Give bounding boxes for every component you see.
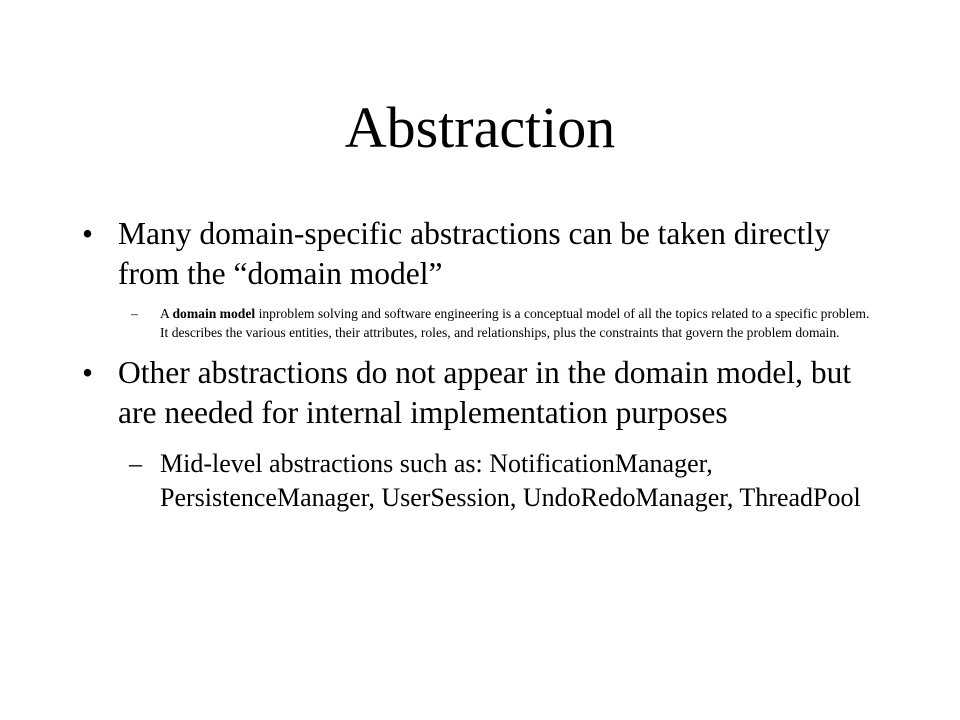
bullet-marker: • [82, 355, 94, 390]
sub-bullet-item [72, 304, 872, 342]
slide-title: Abstraction [344, 95, 616, 160]
sub-bullet-bold-term: domain model [172, 306, 256, 321]
bullet-text: Other abstractions do not appear in the domain model, but are needed for internal implementation purposes [118, 355, 852, 430]
slide-body [72, 214, 872, 515]
sub-bullet-lead: A [160, 306, 173, 321]
sub-bullet-item [72, 447, 872, 515]
bullet-marker: • [82, 216, 94, 251]
sub-bullet-text [160, 306, 869, 340]
bullet-text: Many domain-specific abstractions can be taken directly from the “domain model” [118, 216, 830, 291]
sub-bullet-marker: – [131, 306, 138, 321]
sub-bullet-text: Mid-level abstractions such as: NotificationManager, PersistenceManager, UserSession, UndoRedoManager, ThreadPool [160, 449, 861, 512]
sub-bullet-marker: – [129, 449, 142, 478]
bullet-item [72, 353, 872, 433]
sub-bullet-rest: inproblem solving and software engineering is a conceptual model of all the topics related to a specific problem. It describes the various entities, their attributes, roles, and relationships, plus the constraints that govern the problem domain. [160, 306, 870, 340]
bullet-item [72, 214, 872, 294]
